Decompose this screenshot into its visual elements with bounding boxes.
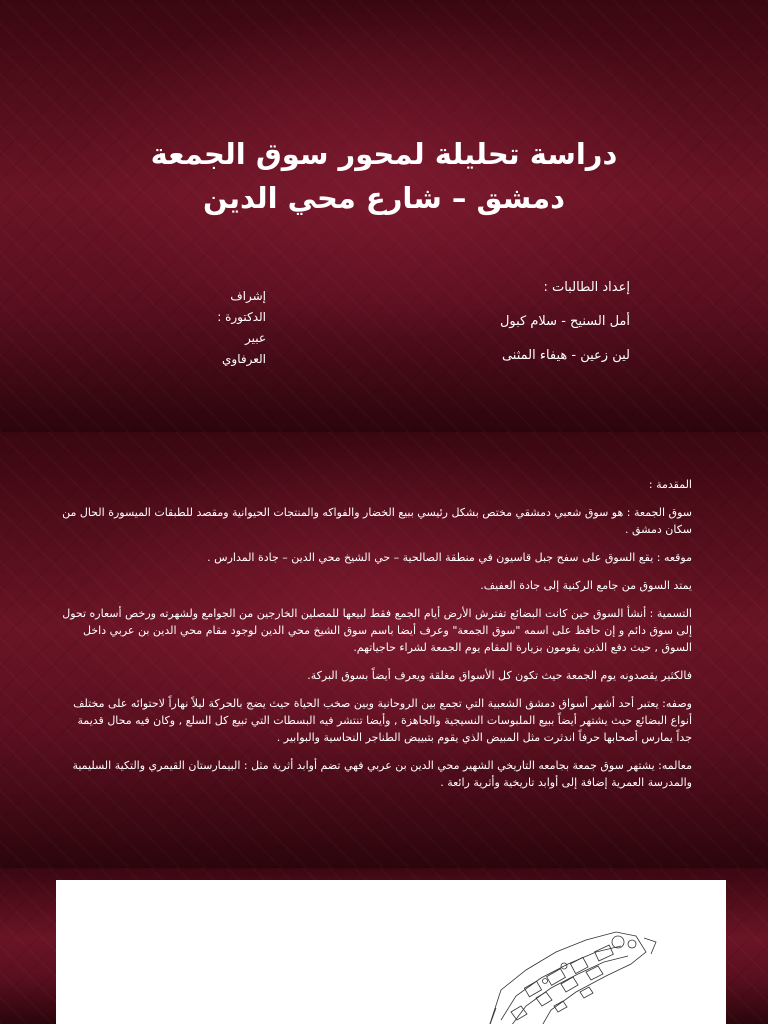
paragraph-landmarks: معالمه: يشتهر سوق جمعة بجامعه التاريخي الشهير محي الدين بن عربي فهي تضم أوابد أثرية مثل : البيمارستان القيمري والتكية السليمية والمدرسة العمرية إضافة إلى أوابد تاريخية وأثرية رائعة .	[72, 759, 692, 789]
paragraph-friday: فالكثير يقصدونه يوم الجمعة حيث تكون كل الأسواق مغلقة ويعرف أيضاً بسوق البركة.	[307, 669, 692, 682]
paragraph-naming: التسمية : أنشأ السوق حين كانت البضائع تفترش الأرض أيام الجمع فقط لبيعها للمصلين الخارجين من الجوامع ولشهرته ورخص أسعاره تحول إلى سوق دائم و إن حافظ على اسمه "سوق الجمعة" وعرف أيضا باسم سوق الشيخ محي الدين لوجود مقام محي الدين بن عربي داخل السوق , حيث دفع الذين يقومون بزيارة المقام يوم الجمعة لشراء حاجياتهم.	[62, 607, 692, 654]
paragraph-location: موقعه : يقع السوق على سفح جبل قاسيون في منطقة الصالحية – حي الشيخ محي الدين – جادة المدارس .	[207, 551, 692, 564]
title-slide	[0, 0, 768, 432]
slide-title	[60, 132, 708, 220]
introduction-text	[60, 476, 692, 802]
introduction-slide	[0, 432, 768, 868]
supervisor-line: إشراف	[230, 289, 266, 303]
site-plan-drawing	[56, 880, 726, 1024]
site-plan-panel	[56, 880, 726, 1024]
supervisor-block	[176, 286, 266, 370]
supervisor-line: عبير	[244, 331, 266, 345]
paragraph-extent: يمتد السوق من جامع الركنية إلى جادة العفيف.	[480, 579, 692, 592]
paragraph-heading: المقدمة :	[648, 478, 692, 491]
student-pair-1: أمل السنيح - سلام كبول	[499, 314, 630, 329]
students-block	[470, 276, 630, 378]
student-pair-2: لين زعين - هيفاء المثنى	[501, 348, 630, 363]
map-slide	[0, 868, 768, 1024]
paragraph-description: وصفه: يعتبر أحد أشهر أسواق دمشق الشعبية التي تجمع بين الروحانية وبين صخب الحياة حيث يضج بالحركة ليلاً نهاراً لاحتوائه على مختلف أنواع البضائع حيث يشتهر أيضاً ببيع الملبوسات النسيجية والجاهزة , وأيضا تنتشر فيه البسطات التي تبيع كل السلع , وكان فيه محال قديمة جداً يمارس أصحابها حرفاً اندثرت مثل المبيض الذي يقوم بتبييض الطناجر النحاسية والبوابير .	[73, 697, 692, 744]
title-line-2: دمشق – شارع محي الدين	[202, 181, 566, 215]
title-line-1: دراسة تحليلة لمحور سوق الجمعة	[150, 137, 618, 171]
paragraph-definition: سوق الجمعة : هو سوق شعبي دمشقي مختص بشكل رئيسي ببيع الخضار والفواكه والمنتجات الحيوانية ومقصد للطبقات الميسورة الحال من سكان دمشق .	[62, 506, 692, 536]
supervisor-line: العرفاوي	[222, 352, 266, 366]
students-heading: إعداد الطالبات :	[543, 280, 630, 295]
supervisor-line: الدكتورة :	[217, 310, 266, 324]
